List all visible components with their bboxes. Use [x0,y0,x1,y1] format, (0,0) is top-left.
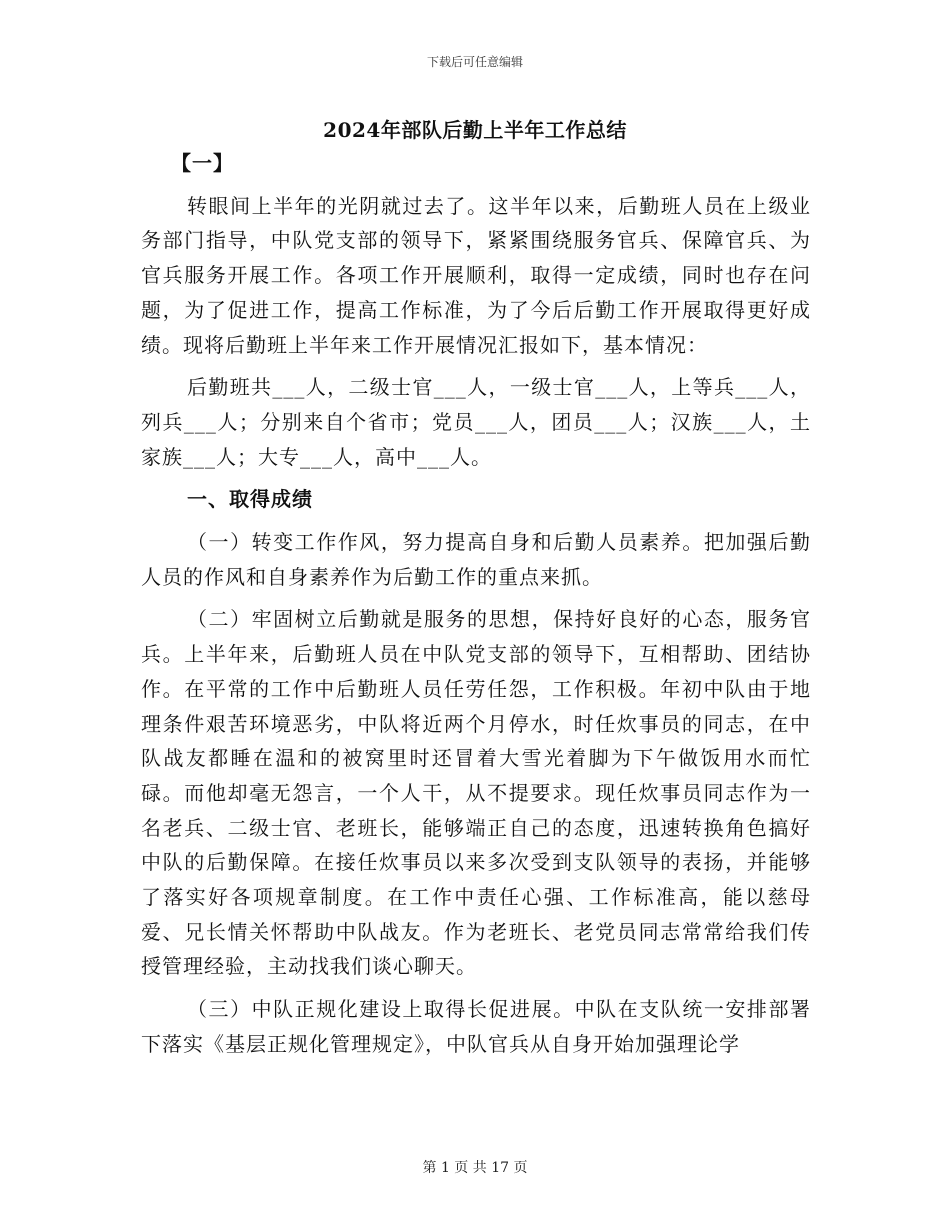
paragraph-basic-info: 后勤班共___人，二级士官___人，一级士官___人，上等兵___人，列兵___人；分别来自个省市；党员___人，团员___人；汉族___人，土家族___人；大专___人，高中___人。 [141,375,811,469]
paragraph-intro: 转眼间上半年的光阴就过去了。这半年以来，后勤班人员在上级业务部门指导，中队党支部的领导下，紧紧围绕服务官兵、保障官兵、为官兵服务开展工作。各项工作开展顺利，取得一定成绩，同时也存在问题，为了促进工作，提高工作标准，为了今后后勤工作开展取得更好成绩。现将后勤班上半年来工作开展情况汇报如下，基本情况： [141,193,811,357]
paragraph-item-1: （一）转变工作作风，努力提高自身和后勤人员素养。把加强后勤人员的作风和自身素养作为后勤工作的重点来抓。 [141,530,811,589]
paragraph-item-2: （二）牢固树立后勤就是服务的思想，保持好良好的心态，服务官兵。上半年来，后勤班人员在中队党支部的领导下，互相帮助、团结协作。在平常的工作中后勤班人员任劳任怨，工作积极。年初中队由于地理条件艰苦环境恶劣，中队将近两个月停水，时任炊事员的同志，在中队战友都睡在温和的被窝里时还冒着大雪光着脚为下午做饭用水而忙碌。而他却毫无怨言，一个人干，从不提要求。现任炊事员同志作为一名老兵、二级士官、老班长，能够端正自己的态度，迅速转换角色搞好中队的后勤保障。在接任炊事员以来多次受到支队领导的表扬，并能够了落实好各项规章制度。在工作中责任心强、工作标准高，能以慈母爱、兄长情关怀帮助中队战友。作为老班长、老党员同志常常给我们传授管理经验，主动找我们谈心聊天。 [141,607,811,979]
heading-achievements: 一、取得成绩 [187,487,313,512]
section-marker: 【一】 [171,151,234,175]
page-header-note: 下载后可任意编辑 [426,55,523,69]
paragraph-item-3: （三）中队正规化建设上取得长促进展。中队在支队统一安排部署下落实《基层正规化管理规定》，中队官兵从自身开始加强理论学 [141,997,811,1056]
document-title: 2024年部队后勤上半年工作总结 [323,118,627,142]
page-footer: 第 1 页 共 17 页 [422,1160,528,1176]
document-body [141,146,811,1062]
